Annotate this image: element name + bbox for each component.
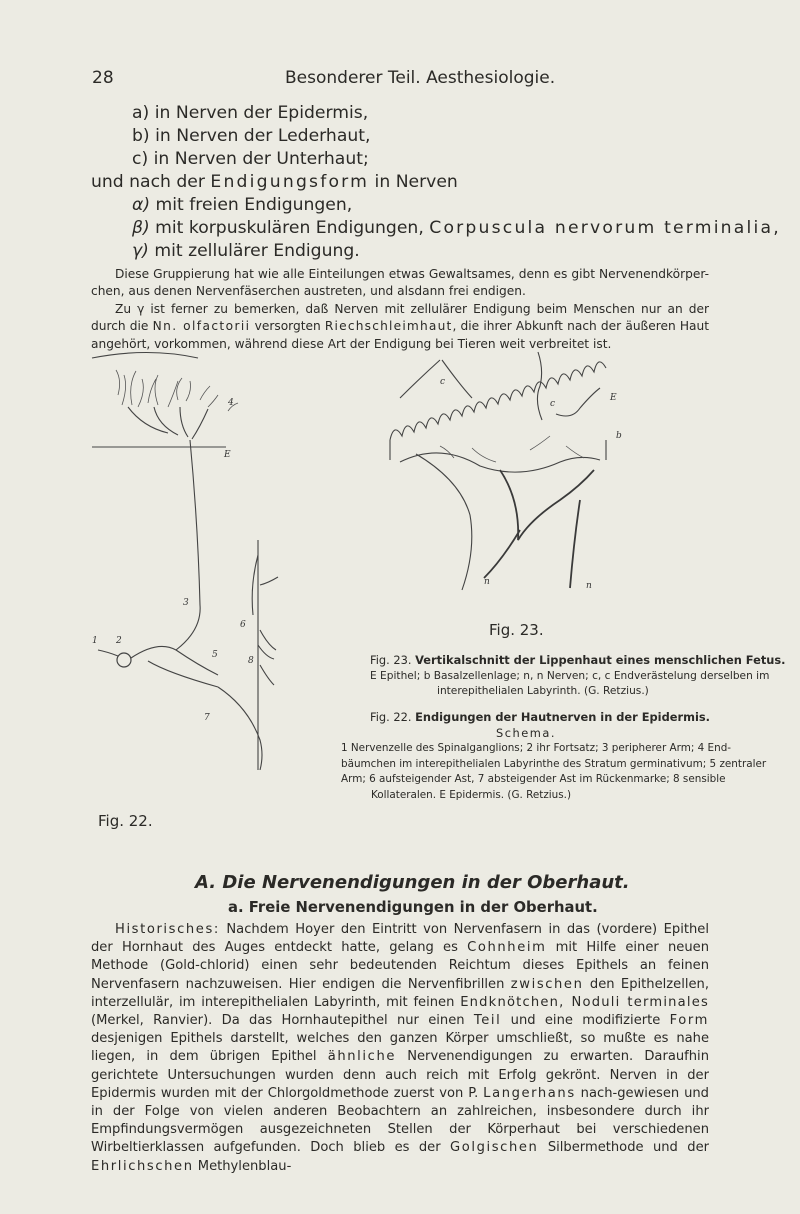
basal-layer-edges — [390, 440, 606, 460]
caption-22-schema: Schema. — [496, 725, 556, 740]
caption-22-line-1: 1 Nervenzelle des Spinalganglions; 2 ihr Fortsatz; 3 peripherer Arm; 4 End- — [341, 742, 732, 754]
caption-22-line-2: bäumchen im interepithelialen Labyrinthe des Stratum germinativum; 5 zentraler — [341, 757, 767, 770]
caption-23 — [341, 653, 786, 700]
figure-22-label: Fig. 22. — [98, 812, 153, 830]
greek-item-beta: β) mit korpuskulären Endigungen, Corpuscula nervorum terminalia, — [132, 218, 781, 238]
marker-2: 2 — [116, 636, 122, 646]
epidermis-top-curve — [92, 353, 198, 359]
arborization-branches — [128, 407, 208, 439]
section-heading-a: a. Freie Nervenendigungen in der Oberhaut. — [228, 899, 598, 916]
list-item-c: c) in Nerven der Unterhaut; — [132, 149, 369, 169]
figure-23-drawing — [380, 350, 640, 608]
marker-c-left: c — [440, 377, 446, 387]
marker-E: E — [224, 450, 231, 460]
intro-paragraph-2: Zu γ ist ferner zu bemerken, daß Nerven mit zellulärer Endigung beim Menschen nur an der durch die Nn. olfactorii versorgten Riechschleimhaut, die ihrer Abkunft nach der äußeren Haut angehört, vorkommen, während diese Art der Endigung bei Tieren weit verbreitet ist. — [91, 301, 710, 351]
ascending-branch — [260, 577, 278, 585]
figure-23-label: Fig. 23. — [489, 621, 544, 639]
caption-22-line-3: Arm; 6 aufsteigender Ast, 7 absteigender Ast im Rückenmarke; 8 sensible — [341, 773, 726, 785]
cell-process — [98, 646, 218, 675]
marker-3: 3 — [183, 598, 189, 608]
marker-n-right: n — [586, 581, 592, 591]
fine-fibers — [440, 436, 584, 462]
marker-7: 7 — [204, 713, 210, 723]
marker-c-right: c — [550, 399, 556, 409]
caption-22-line-4: Kollateralen. E Epidermis. (G. Retzius.) — [371, 788, 572, 801]
marker-8: 8 — [248, 656, 254, 666]
marker-1: 1 — [92, 636, 98, 646]
marker-n-left: n — [484, 577, 490, 587]
marker-b: b — [616, 431, 622, 441]
marker-4: 4 — [228, 398, 234, 408]
caption-23-line-2: E Epithel; b Basalzellenlage; n, n Nerven; c, c Endverästelung derselben im — [370, 669, 770, 682]
caption-23-line-3: interepithelialen Labyrinth. (G. Retzius.) — [437, 685, 649, 697]
section-heading-A: A. Die Nervenendigungen in der Oberhaut. — [195, 872, 630, 893]
caption-22 — [341, 710, 767, 803]
descending-branch — [218, 687, 262, 770]
list-item-b: b) in Nerven der Lederhaut, — [132, 126, 371, 146]
collaterals — [258, 630, 276, 685]
marker-E: E — [610, 393, 617, 403]
und-line: und nach der Endigungsform in Nerven — [91, 172, 458, 192]
epithelial-branch-3 — [556, 388, 600, 416]
greek-item-alpha: α) mit freien Endigungen, — [132, 195, 353, 215]
epithelial-branch-2 — [537, 352, 542, 420]
caption-22-title-line: Fig. 22. Endigungen der Hautnerven in der Epidermis. — [370, 710, 710, 724]
intro-paragraph-1: Diese Gruppierung hat wie alle Einteilungen etwas Gewaltsames, denn es gibt Nervenendkörper-chen, aus denen Nervenfäserchen austreten, und alsdann frei endigen. — [91, 267, 709, 299]
basal-cell-layer — [390, 362, 606, 440]
figure-22-drawing — [88, 345, 328, 770]
running-head: Besonderer Teil. Aesthesiologie. — [285, 68, 556, 88]
collateral-1 — [252, 555, 258, 615]
caption-23-title-line: Fig. 23. Vertikalschnitt der Lippenhaut eines menschlichen Fetus. — [370, 653, 786, 667]
central-arm — [148, 661, 218, 687]
page-number: 28 — [92, 68, 114, 88]
nerve-trunks — [484, 500, 580, 588]
marker-6: 6 — [240, 620, 246, 630]
marker-5: 5 — [212, 650, 218, 660]
list-item-a: a) in Nerven der Epidermis, — [132, 103, 369, 123]
spinal-ganglion-cell — [117, 653, 131, 667]
nerve-trunk-left — [416, 454, 472, 590]
peripheral-arm — [176, 440, 200, 650]
terminal-arborization — [116, 370, 238, 411]
epithelial-branch-1 — [400, 360, 472, 398]
greek-item-gamma: γ) mit zellulärer Endigung. — [132, 241, 360, 261]
intro-paragraphs — [91, 266, 709, 353]
body-paragraph: Historisches: Nachdem Hoyer den Eintritt von Nervenfasern in das (vordere) Epithel der Hornhaut des Auges entdeckt hatte, gelang es Cohnheim mit Hilfe einer neuen Methode (Gold-chlorid) einen sehr bedeutenden Reichtum dieses Epithels an feinen Nervenfasern nachzuweisen. Hier endigen die Nervenfibrillen zwischen den Epithelzellen, interzellulär, im interepithelialen Labyrinth, mit feinen Endknötchen, Noduli terminales (Merkel, Ranvier). Da das Hornhautepithel nur einen Teil und eine modifizierte Form desjenigen Epithels darstellt, welches den ganzen Körper umschließt, so mußte es nahe liegen, in dem übrigen Epithel ähnliche Nervenendigungen zu erwarten. Daraufhin gerichtete Untersuchungen wurden denn auch reich mit Erfolg gekrönt. Nerven in der Epidermis wurden mit der Chlorgoldmethode zuerst von P. Langerhans nach-gewiesen und in der Folge von vielen anderen Beobachtern an zahlreichen, insbesondere durch ihr Empfindungsvermögen ausgezeichneten Stellen der Körperhaut bei verschiedenen Wirbeltierklassen aufgefunden. Doch blieb es der Golgischen Silbermethode und der Ehrlichschen Methylenblau- — [91, 922, 710, 1174]
